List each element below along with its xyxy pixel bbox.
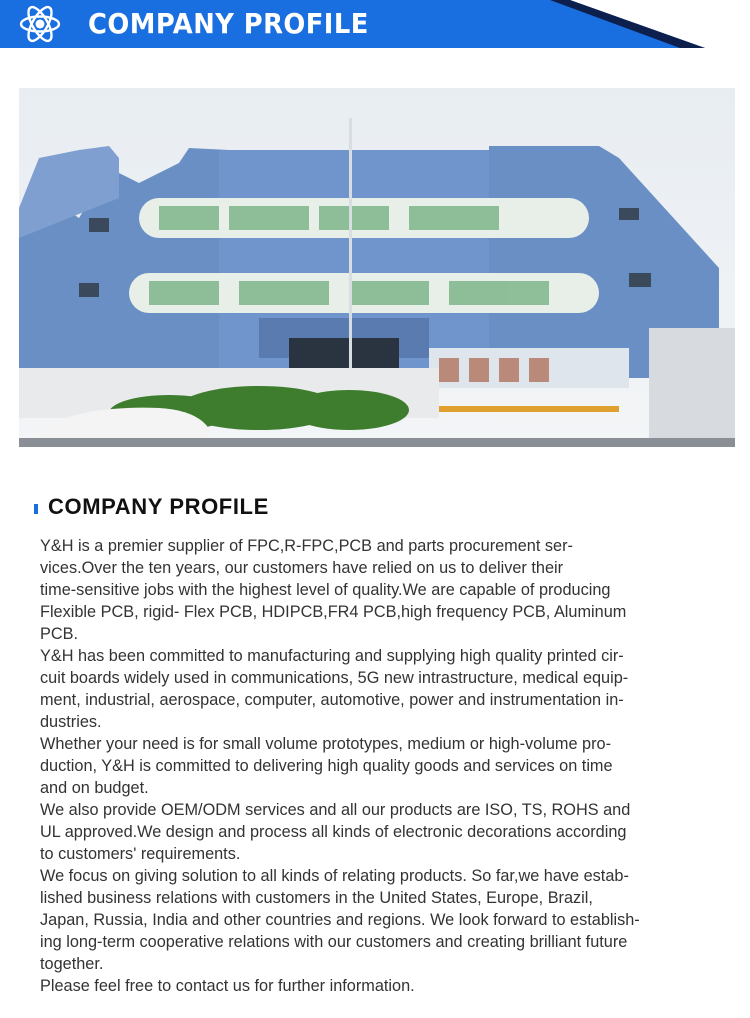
text-line: lished business relations with customers in the United States, Europe, Brazil, xyxy=(40,889,593,907)
text-line: Flexible PCB, rigid- Flex PCB, HDIPCB,FR4 PCB,high frequency PCB, Aluminum xyxy=(40,603,627,621)
heading-marker xyxy=(34,504,38,514)
text-line: cuit boards widely used in communications, 5G new intrastructure, medical equip- xyxy=(40,669,629,687)
text-line: time-sensitive jobs with the highest level of quality.We are capable of producing xyxy=(40,581,611,599)
text-line: vices.Over the ten years, our customers have relied on us to deliver their xyxy=(40,559,564,577)
text-line: Y&H has been committed to manufacturing and supplying high quality printed cir- xyxy=(40,647,624,665)
text-line: ment, industrial, aerospace, computer, automotive, power and instrumentation in- xyxy=(40,691,624,709)
text-line: duction, Y&H is committed to delivering high quality goods and services on time xyxy=(40,757,613,775)
banner-corner-decoration xyxy=(530,0,750,48)
text-line: together. xyxy=(40,955,104,973)
text-line: Y&H is a premier supplier of FPC,R-FPC,PCB and parts procurement ser- xyxy=(40,537,573,555)
text-line: We focus on giving solution to all kinds of relating products. So far,we have estab- xyxy=(40,867,629,885)
company-description xyxy=(40,535,710,997)
atom-icon xyxy=(18,2,62,46)
text-line: dustries. xyxy=(40,713,102,731)
text-line: ing long-term cooperative relations with our customers and creating brilliant future xyxy=(40,933,628,951)
header-banner xyxy=(0,0,750,48)
building-photo xyxy=(19,88,735,447)
text-line: and on budget. xyxy=(40,779,149,797)
text-line: Whether your need is for small volume prototypes, medium or high-volume pro- xyxy=(40,735,611,753)
text-line: Please feel free to contact us for further information. xyxy=(40,977,415,995)
banner-title: COMPANY PROFILE xyxy=(88,7,369,40)
text-line: PCB. xyxy=(40,625,79,643)
text-line: We also provide OEM/ODM services and all our products are ISO, TS, ROHS and xyxy=(40,801,631,819)
section-title: COMPANY PROFILE xyxy=(48,494,269,519)
text-line: to customers' requirements. xyxy=(40,845,241,863)
text-line: UL approved.We design and process all kinds of electronic decorations according xyxy=(40,823,627,841)
section-heading xyxy=(34,492,269,522)
text-line: Japan, Russia, India and other countries and regions. We look forward to establish- xyxy=(40,911,640,929)
